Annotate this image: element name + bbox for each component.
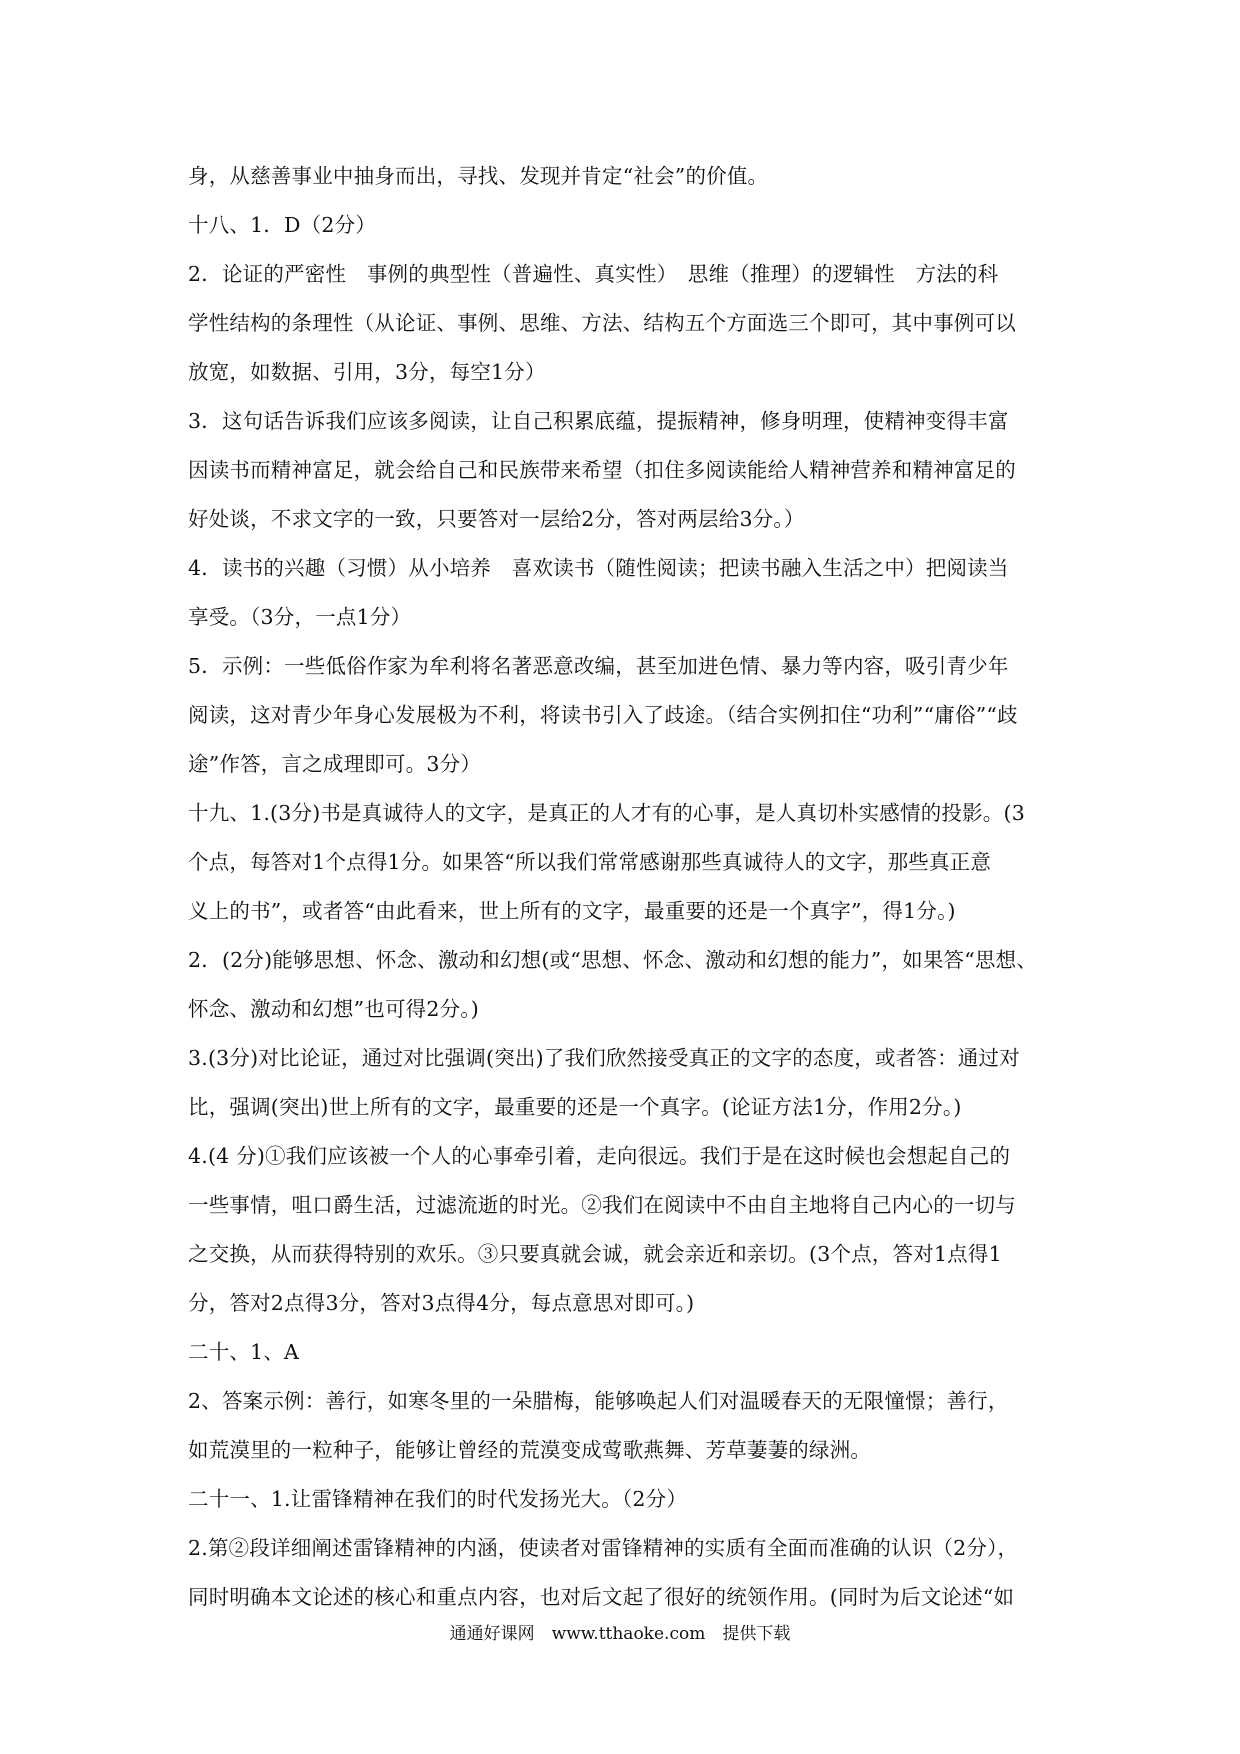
text-line: 享受。（3分，一点1分） xyxy=(188,605,412,629)
text-line: 学性结构的条理性（从论证、事例、思维、方法、结构五个方面选三个即可，其中事例可以 xyxy=(188,311,1016,335)
text-line: 一些事情，咀口爵生活，过滤流逝的时光。②我们在阅读中不由自主地将自己内心的一切与 xyxy=(188,1193,1016,1217)
text-line: 2、答案示例：善行，如寒冬里的一朵腊梅，能够唤起人们对温暖春天的无限憧憬；善行， xyxy=(188,1389,1009,1413)
text-line: 4.(4 分)①我们应该被一个人的心事牵引着，走向很远。我们于是在这时候也会想起自己的 xyxy=(188,1144,1011,1168)
text-line: 如荒漠里的一粒种子，能够让曾经的荒漠变成莺歌燕舞、芳草萋萋的绿洲。 xyxy=(188,1438,872,1462)
text-line: 同时明确本文论述的核心和重点内容，也对后文起了很好的统领作用。(同时为后文论述“如 xyxy=(188,1585,1015,1609)
text-line: 怀念、激动和幻想”也可得2分。) xyxy=(188,997,479,1021)
text-line: 3.(3分)对比论证，通过对比强调(突出)了我们欣然接受真正的文字的态度，或者答：通过对 xyxy=(188,1046,1020,1070)
text-line: 义上的书”，或者答“由此看来，世上所有的文字，最重要的还是一个真字”，得1分。) xyxy=(188,899,956,923)
text-line: 2．论证的严密性 事例的典型性（普遍性、真实性） 思维（推理）的逻辑性 方法的科 xyxy=(188,262,999,286)
text-line: 二十一、1.让雷锋精神在我们的时代发扬光大。（2分） xyxy=(188,1487,688,1511)
text-line: 分，答对2点得3分，答对3点得4分，每点意思对即可。) xyxy=(188,1291,695,1315)
page-footer: 通通好课网 www.tthaoke.com 提供下载 xyxy=(449,1624,791,1644)
text-line: 好处谈，不求文字的一致，只要答对一层给2分，答对两层给3分。） xyxy=(188,507,805,531)
text-line: 2.第②段详细阐述雷锋精神的内涵，使读者对雷锋精神的实质有全面而准确的认识（2分）， xyxy=(188,1536,1019,1560)
text-line: 比，强调(突出)世上所有的文字，最重要的还是一个真字。(论证方法1分，作用2分。) xyxy=(188,1095,962,1119)
text-line: 因读书而精神富足，就会给自己和民族带来希望（扣住多阅读能给人精神营养和精神富足的 xyxy=(188,458,1016,482)
text-line: 阅读，这对青少年身心发展极为不利，将读书引入了歧途。（结合实例扣住“功利”“庸俗”“歧 xyxy=(188,703,1018,727)
text-line: 2．(2分)能够思想、怀念、激动和幻想(或“思想、怀念、激动和幻想的能力”，如果答“思想、 xyxy=(188,948,1038,972)
text-line: 二十、1、A xyxy=(188,1340,300,1364)
text-line: 十八、1．D（2分） xyxy=(188,213,377,237)
text-line: 放宽，如数据、引用，3分，每空1分） xyxy=(188,360,546,384)
text-line: 3．这句话告诉我们应该多阅读，让自己积累底蕴，提振精神，修身明理，使精神变得丰富 xyxy=(188,409,1009,433)
answer-text xyxy=(188,152,1058,1622)
text-line: 十九、1.(3分)书是真诚待人的文字，是真正的人才有的心事，是人真切朴实感情的投影。(3 xyxy=(188,801,1025,825)
text-line: 个点，每答对1个点得1分。如果答“所以我们常常感谢那些真诚待人的文字，那些真正意 xyxy=(188,850,992,874)
text-line: 途”作答，言之成理即可。3分） xyxy=(188,752,482,776)
text-line: 身，从慈善事业中抽身而出，寻找、发现并肯定“社会”的价值。 xyxy=(188,164,769,188)
text-line: 5．示例：一些低俗作家为牟利将名著恶意改编，甚至加进色情、暴力等内容，吸引青少年 xyxy=(188,654,1009,678)
text-line: 之交换，从而获得特别的欢乐。③只要真就会诚，就会亲近和亲切。(3个点，答对1点得1 xyxy=(188,1242,1002,1266)
text-line: 4．读书的兴趣（习惯）从小培养 喜欢读书（随性阅读；把读书融入生活之中）把阅读当 xyxy=(188,556,1009,580)
